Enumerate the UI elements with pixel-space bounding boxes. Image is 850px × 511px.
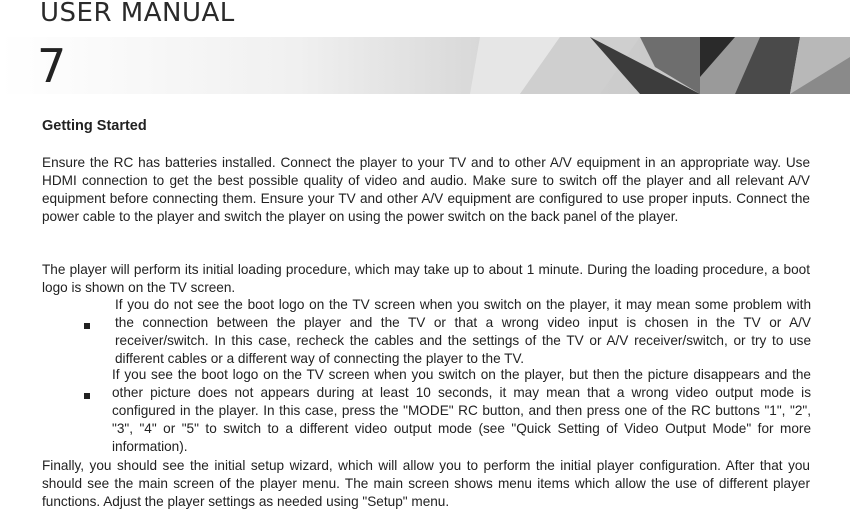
list-item-text: If you see the boot logo on the TV screen when you switch on the player, but then the picture disappears and the other picture does not appears during at least 10 seconds, it may mean that a wrong video output mode is configured in the player. In this case, press the "MODE" RC button, and then press one of the RC buttons "1", "2", "3", "4" or "5" to switch to a different video output mode (see "Quick Setting of Video Output Mode" for more information). xyxy=(112,367,811,454)
bullet-icon xyxy=(84,393,90,399)
paragraph: Finally, you should see the initial setup wizard, which will allow you to perform the initial player configuration. After that you should see the main screen of the player menu. The main screen shows menu items which allow the use of different player functions. Adjust the player settings as needed using "Setup" menu. xyxy=(42,458,810,509)
bullet-icon xyxy=(84,323,90,329)
banner-graphic xyxy=(0,37,850,94)
manual-title: USER MANUAL xyxy=(40,0,235,28)
chapter-banner xyxy=(0,37,850,94)
page-number: 7 xyxy=(37,39,67,93)
list-item-text: If you do not see the boot logo on the TV screen when you switch on the player, it may mean some problem with the connection between the player and the TV or that a wrong video input is chosen in the TV or A/V receiver/switch. In this case, recheck the cables and the settings of the TV or A/V receiver/switch, or try to use different cables or a different way of connecting the player to the TV. xyxy=(115,297,811,366)
section-heading: Getting Started xyxy=(42,118,147,134)
paragraph: Ensure the RC has batteries installed. Connect the player to your TV and to other A/V equipment in an appropriate way. Use HDMI connection to get the best possible quality of video and audio. Make sure to switch off the player and all relevant A/V equipment before connecting them. Ensure your TV and other A/V equipment are configured to use proper inputs. Connect the power cable to the player and switch the player on using the power switch on the back panel of the player. xyxy=(42,155,810,224)
paragraph: The player will perform its initial loading procedure, which may take up to about 1 minute. During the loading procedure, a boot logo is shown on the TV screen. xyxy=(42,262,810,295)
